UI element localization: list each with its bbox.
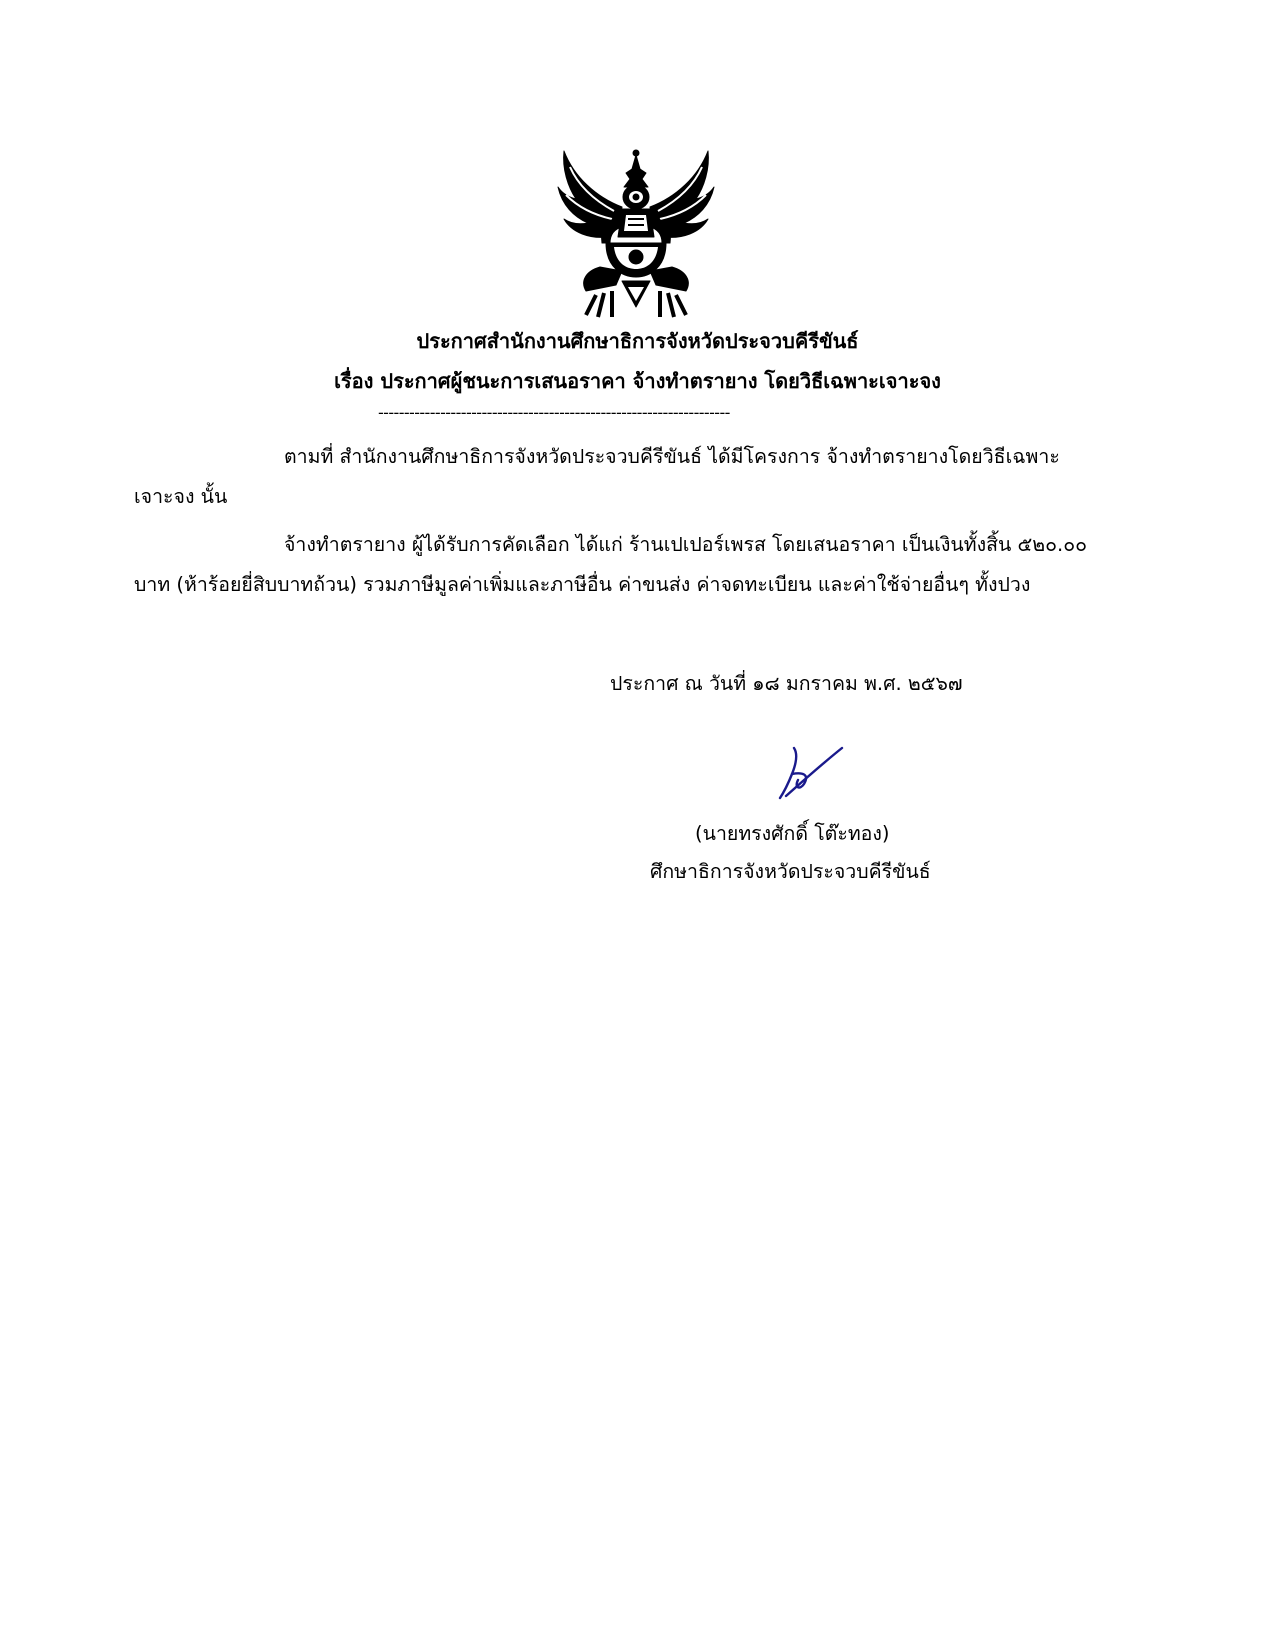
paragraph-2-line-2: บาท (ห้าร้อยยี่สิบบาทถ้วน) รวมภาษีมูลค่าเพิ่มและภาษีอื่น ค่าขนส่ง ค่าจดทะเบียน และค่าใช้จ่ายอื่นๆ ทั้งปวง [134, 573, 1031, 596]
announcement-title: ประกาศสำนักงานศึกษาธิการจังหวัดประจวบคีรีขันธ์ [416, 329, 859, 353]
announcement-date: ประกาศ ณ วันที่ ๑๘ มกราคม พ.ศ. ๒๕๖๗ [610, 672, 963, 695]
announcement-subject: เรื่อง ประกาศผู้ชนะการเสนอราคา จ้างทำตรายาง โดยวิธีเฉพาะเจาะจง [334, 369, 941, 393]
paragraph-2-line-1: จ้างทำตรายาง ผู้ได้รับการคัดเลือก ได้แก่ ร้านเปเปอร์เพรส โดยเสนอราคา เป็นเงินทั้งสิ้น ๕๒๐.๐๐ [284, 533, 1088, 556]
signer-name: (นายทรงศักดิ์ โต๊ะทอง) [695, 822, 890, 845]
separator-line: -------------------------------------------------------------------- [378, 403, 730, 422]
paragraph-1-line-2: เจาะจง นั้น [134, 485, 228, 508]
paragraph-1-line-1: ตามที่ สำนักงานศึกษาธิการจังหวัดประจวบคีรีขันธ์ ได้มีโครงการ จ้างทำตรายางโดยวิธีเฉพาะ [284, 445, 1060, 468]
garuda-emblem-icon [556, 147, 716, 319]
handwritten-signature-icon [776, 744, 846, 800]
signer-position: ศึกษาธิการจังหวัดประจวบคีรีขันธ์ [650, 860, 931, 883]
